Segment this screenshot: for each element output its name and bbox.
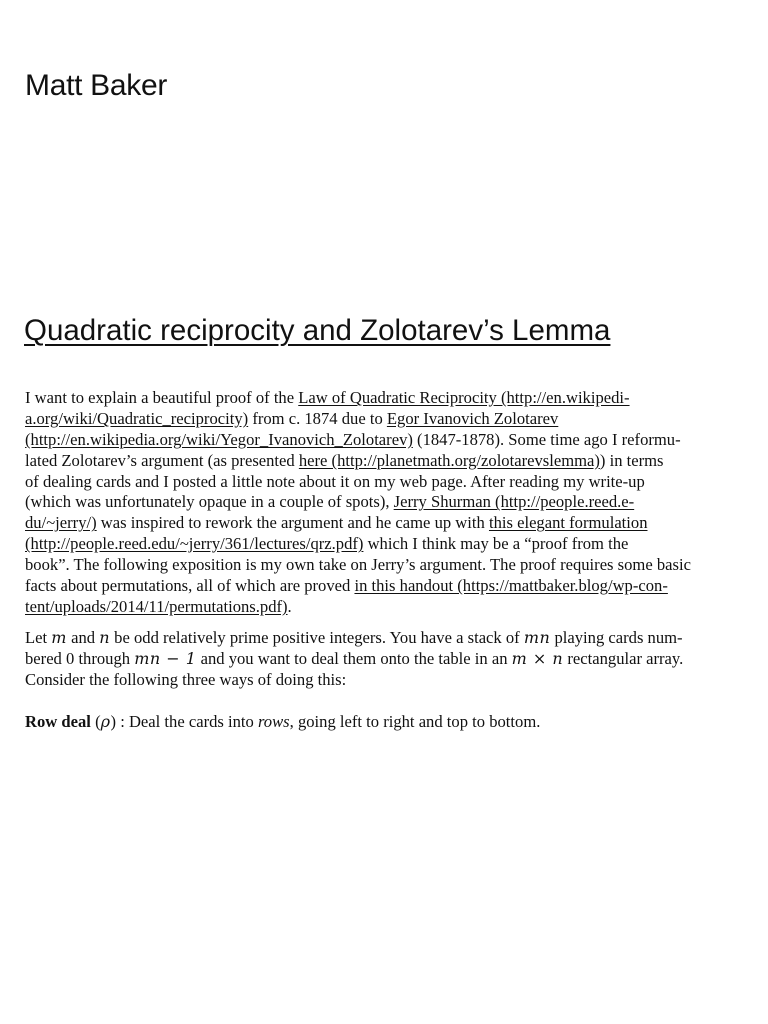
- link-zolotarev-url[interactable]: (http://en.wikipedia.org/wiki/Yegor_Ivanovich_Zolotarev): [25, 429, 413, 449]
- link-here[interactable]: here (http://planetmath.org/zolotarevslemma): [298, 450, 600, 470]
- text-span: rectangular array.: [563, 648, 684, 668]
- math-n: n: [99, 628, 111, 647]
- post-title[interactable]: Quadratic reciprocity and Zolotarev’s Lemma: [24, 314, 611, 347]
- math-mn: mn: [523, 628, 551, 647]
- text-line: [25, 712, 755, 733]
- text-line: [25, 513, 755, 534]
- text-span: (: [90, 712, 101, 731]
- link-jerry-shurman[interactable]: Jerry Shurman (http://people.reed.e-: [393, 492, 635, 512]
- link-permutations-handout[interactable]: in this handout (https://mattbaker.blog/wp-con-: [354, 576, 668, 596]
- text-line: [25, 430, 755, 451]
- text-span: Let: [25, 628, 52, 647]
- math-mn-minus-1: mn − 1: [134, 648, 197, 668]
- link-elegant-formulation[interactable]: this elegant formulation: [488, 513, 648, 533]
- text-line: [25, 451, 755, 472]
- intro-paragraph: [25, 388, 755, 618]
- link-jerry-shurman-cont[interactable]: du/~jerry/): [25, 513, 97, 533]
- setup-paragraph: [25, 628, 755, 691]
- link-permutations-handout-cont[interactable]: tent/uploads/2014/11/permutations.pdf): [25, 596, 288, 616]
- text-span: playing cards num-: [550, 628, 683, 647]
- text-line: [25, 628, 755, 649]
- text-line: [25, 534, 755, 555]
- text-line: Consider the following three ways of doing this:: [25, 669, 347, 689]
- text-span: bered 0 through: [25, 648, 135, 668]
- text-line: [25, 649, 755, 670]
- rows-emphasis: rows: [257, 712, 290, 731]
- site-title[interactable]: Matt Baker: [25, 69, 168, 102]
- text-line: [25, 388, 755, 409]
- text-span: ) : Deal the cards into: [110, 712, 258, 731]
- text-span: , going left to right and top to bottom.: [289, 712, 541, 731]
- text-span: and: [66, 628, 100, 647]
- text-span: ) in terms: [599, 450, 664, 470]
- text-span: from c. 1874 due to: [248, 408, 387, 428]
- row-deal-label: Row deal: [25, 712, 91, 731]
- math-rho: ρ: [100, 712, 111, 731]
- link-zolotarev[interactable]: Egor Ivanovich Zolotarev: [386, 408, 559, 428]
- text-span: which I think may be a “proof from the: [363, 534, 629, 554]
- text-line: [25, 492, 755, 513]
- text-span: (1847-1878). Some time ago I reformu-: [412, 429, 681, 449]
- text-line: [25, 576, 755, 597]
- row-deal-paragraph: [25, 712, 755, 733]
- text-span: I want to explain a beautiful proof of the: [25, 388, 299, 407]
- text-span: and you want to deal them onto the table in an: [196, 648, 512, 668]
- link-elegant-formulation-url[interactable]: (http://people.reed.edu/~jerry/361/lectures/qrz.pdf): [25, 534, 364, 554]
- text-line: [25, 409, 755, 430]
- text-span: lated Zolotarev’s argument (as presented: [25, 450, 299, 470]
- text-line: [25, 597, 755, 618]
- text-span: .: [287, 596, 292, 616]
- text-span: (which was unfortunately opaque in a couple of spots),: [25, 492, 394, 512]
- math-m-times-n: m × n: [511, 648, 564, 668]
- text-span: be odd relatively prime positive integers. You have a stack of: [110, 628, 524, 647]
- text-line: of dealing cards and I posted a little note about it on my web page. After reading my write-up: [25, 471, 645, 491]
- link-quadratic-reciprocity-cont[interactable]: a.org/wiki/Quadratic_reciprocity): [25, 408, 249, 428]
- text-line: book”. The following exposition is my own take on Jerry’s argument. The proof requires some basic: [25, 555, 691, 575]
- text-span: facts about permutations, all of which are proved: [25, 576, 355, 596]
- math-m: m: [51, 628, 67, 647]
- text-span: was inspired to rework the argument and he came up with: [96, 513, 489, 533]
- link-quadratic-reciprocity[interactable]: Law of Quadratic Reciprocity (http://en.wikipedi-: [298, 388, 630, 407]
